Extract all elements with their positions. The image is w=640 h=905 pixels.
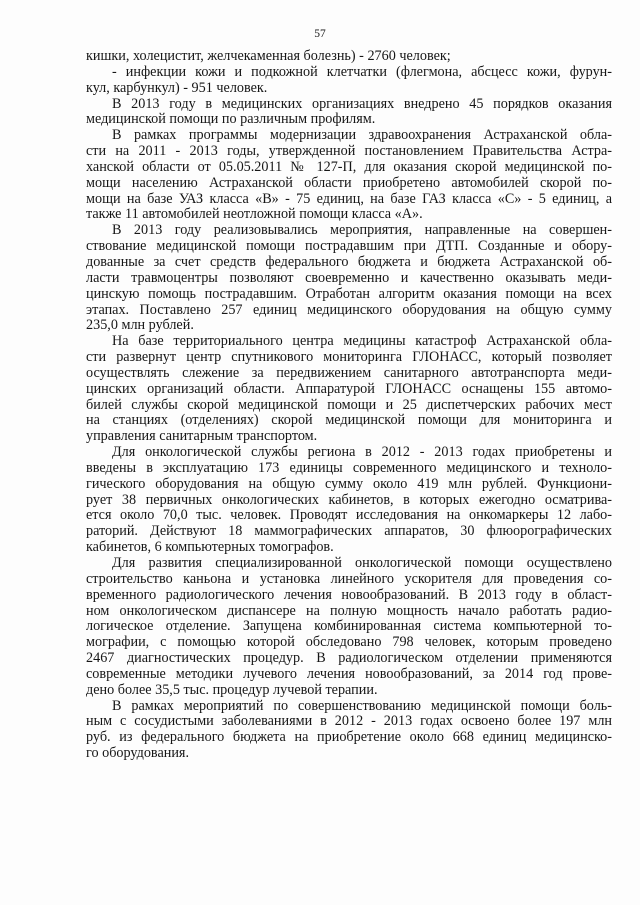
text-line: На базе территориального центра медицины катастроф Астраханской обла- xyxy=(112,333,612,350)
text-line: го оборудования. xyxy=(86,745,189,762)
text-line: 235,0 млн рублей. xyxy=(86,317,194,334)
text-line: сти развернут центр спутникового мониторинга ГЛОНАСС, который позволяет xyxy=(86,349,612,366)
text-line: сти на 2011 - 2013 годы, утвержденной постановлением Правительства Астра- xyxy=(86,143,612,160)
text-line: Для онкологической службы региона в 2012 - 2013 годах приобретены и xyxy=(112,444,612,461)
text-line: на станциях (отделениях) скорой медицинской помощи для мониторинга и xyxy=(86,412,612,429)
text-line: В рамках мероприятий по совершенствованию медицинской помощи боль- xyxy=(112,697,612,714)
page-number: 57 xyxy=(314,28,326,40)
text-line: ется около 70,0 тыс. человек. Проводят исследования на онкомаркеры 12 лабо- xyxy=(86,507,612,524)
text-line: раторий. Действуют 18 маммографических аппаратов, 30 флюорографических xyxy=(86,523,612,540)
text-line: ласти травмоцентры позволяют своевременно и качественно оказывать меди- xyxy=(86,269,612,286)
text-line: этапах. Поставлено 257 единиц медицинского оборудования на общую сумму xyxy=(86,301,612,318)
text-line: строительство каньона и установка линейного ускорителя для проведения со- xyxy=(86,570,612,587)
text-line: В 2013 году в медицинских организациях внедрено 45 порядков оказания xyxy=(112,95,612,112)
text-line: управления санитарным транспортом. xyxy=(86,428,318,445)
text-line: дованные за счет средств федерального бюджета и бюджета Астраханской об- xyxy=(86,253,612,270)
text-line: ном онкологическом диспансере на полную мощность начало работать радио- xyxy=(86,602,612,619)
text-line: кишки, холецистит, желчекаменная болезнь) - 2760 человек; xyxy=(86,48,451,64)
text-line: современные методики лучевого лечения новообразований, за 2014 год прове- xyxy=(86,665,612,682)
text-line: осуществлять слежение за передвижением санитарного автотранспорта меди- xyxy=(86,364,612,381)
text-line: 2467 диагностических процедур. В радиологическом отделении применяются xyxy=(86,650,612,667)
text-line: мографии, с помощью которой обследовано 798 человек, которым проведено xyxy=(86,634,612,651)
text-line: кабинетов, 6 компьютерных томографов. xyxy=(86,539,334,556)
text-line: мощи населению Астраханской области приобретено автомобилей скорой по- xyxy=(86,174,612,191)
text-line: Для развития специализированной онкологической помощи осуществлено xyxy=(112,555,612,571)
text-line: медицинской помощи по различным профилям. xyxy=(86,111,376,128)
text-line: кул, карбункул) - 951 человек. xyxy=(86,79,268,96)
text-line: руб. из федерального бюджета на приобретение около 668 единиц медицинско- xyxy=(86,729,612,746)
text-line: мощи на базе УАЗ класса «В» - 75 единиц, на базе ГАЗ класса «С» - 5 единиц, а xyxy=(86,190,612,207)
text-line: гического оборудования на общую сумму около 419 млн рублей. Функциони- xyxy=(86,475,612,492)
text-line: - инфекции кожи и подкожной клетчатки (флегмона, абсцесс кожи, фурун- xyxy=(112,63,612,80)
text-line: билей службы скорой медицинской помощи и 25 диспетчерских рабочих мест xyxy=(86,396,612,413)
text-line: временного радиологического лечения новообразований. В 2013 году в област- xyxy=(86,586,612,603)
text-line: введены в эксплуатацию 173 единицы современного медицинского и техноло- xyxy=(86,459,612,476)
text-line: рует 38 первичных онкологических кабинетов, в которых ежегодно осматрива- xyxy=(86,491,612,508)
body-text xyxy=(86,49,612,762)
text-line: В 2013 году реализовывались мероприятия, направленные на совершен- xyxy=(112,222,612,239)
text-line: ствование медицинской помощи пострадавшим при ДТП. Созданные и обору- xyxy=(86,238,612,255)
text-line: ханской области от 05.05.2011 № 127-П, для оказания скорой медицинской по- xyxy=(86,158,612,175)
text-line: цинскую помощь пострадавшим. Отработан алгоритм оказания помощи на всех xyxy=(86,285,612,302)
text-line: дено более 35,5 тыс. процедур лучевой терапии. xyxy=(86,681,378,698)
text-line: ным с сосудистыми заболеваниями в 2012 - 2013 годах освоено более 197 млн xyxy=(86,713,612,730)
text-line: цинских организаций области. Аппаратурой ГЛОНАСС оснащены 155 автомо- xyxy=(86,380,612,397)
text-line: логическое отделение. Запущена комбинированная система компьютерной то- xyxy=(86,618,612,635)
text-line: также 11 автомобилей неотложной помощи класса «А». xyxy=(86,206,423,223)
text-line: В рамках программы модернизации здравоохранения Астраханской обла- xyxy=(112,127,612,144)
